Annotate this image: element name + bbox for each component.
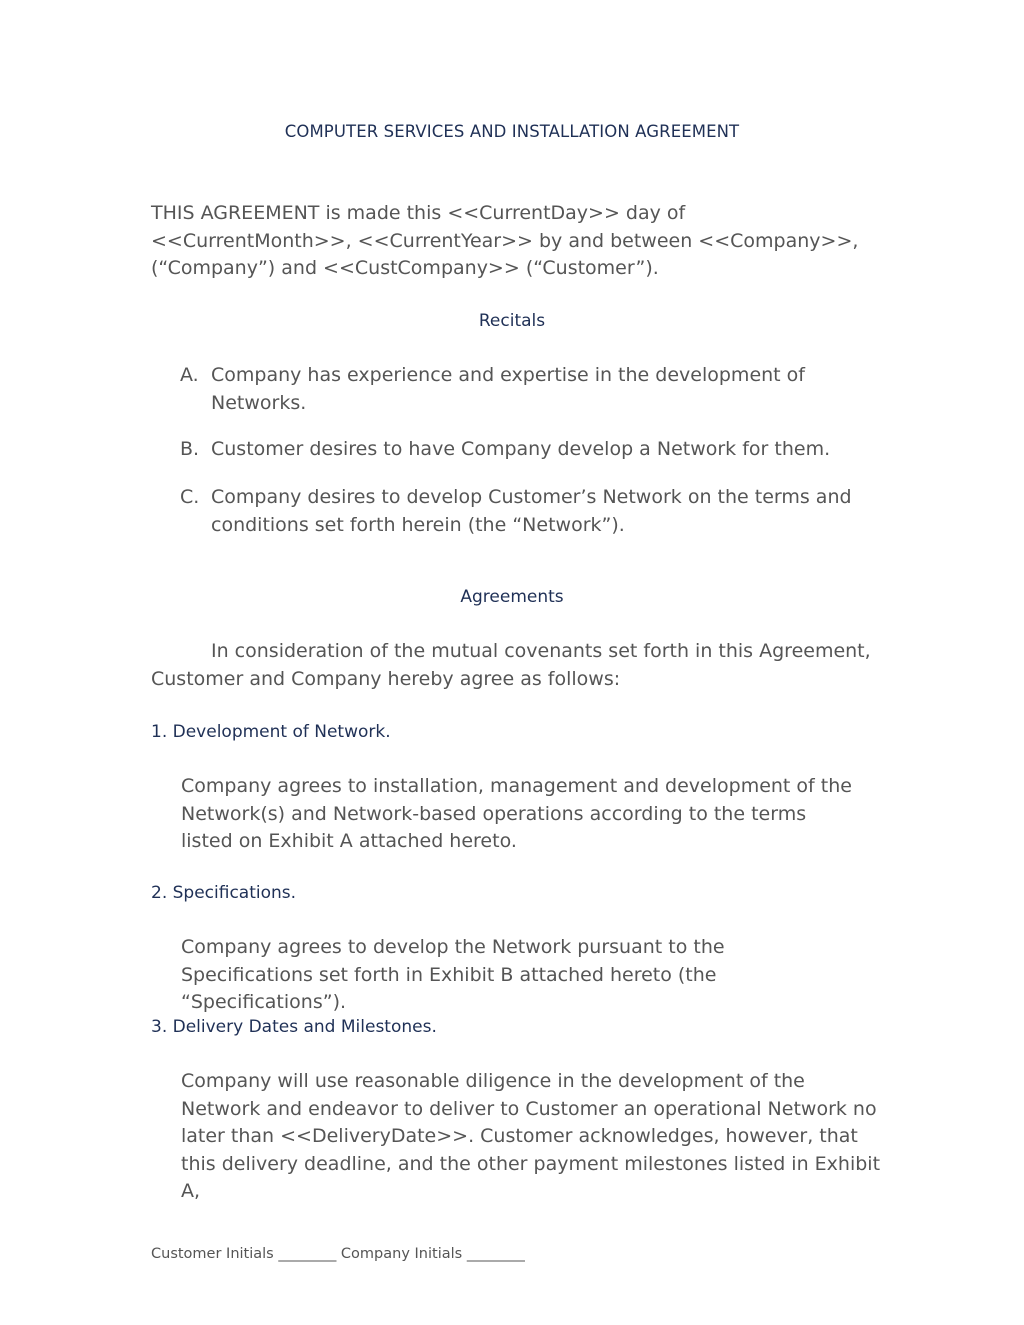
recital-text: Company has experience and expertise in the development of Networks. — [211, 364, 805, 414]
recital-letter: B. — [180, 438, 200, 460]
recitals-heading: Recitals — [478, 311, 546, 331]
recital-item — [180, 484, 880, 539]
section-body: Company will use reasonable diligence in the development of the Network and endeavor to deliver to Customer an operational Network no later than <<DeliveryDate>>. Customer acknowledges, however, that this delivery deadline, and the other payment milestones listed in Exhibit A, — [181, 1070, 881, 1202]
section-heading: 1. Development of Network. — [151, 722, 391, 742]
agreements-intro: In consideration of the mutual covenants set forth in this Agreement, Customer and Company hereby agree as follows: — [151, 640, 871, 690]
section-heading: 3. Delivery Dates and Milestones. — [151, 1017, 437, 1037]
document-title: COMPUTER SERVICES AND INSTALLATION AGREEMENT — [284, 122, 740, 141]
recital-item — [180, 436, 880, 464]
section-body: Company agrees to develop the Network pursuant to the Specifications set forth in Exhibit B attached hereto (the “Specifications”). — [181, 936, 725, 1013]
section-heading: 2. Specifications. — [151, 883, 297, 903]
section-body: Company agrees to installation, management and development of the Network(s) and Network-based operations according to the terms listed on Exhibit A attached hereto. — [181, 775, 852, 852]
recital-item — [180, 362, 880, 417]
intro-paragraph: THIS AGREEMENT is made this <<CurrentDay>> day of <<CurrentMonth>>, <<CurrentYear>> by and between <<Company>>, (“Company”) and <<CustCompany>> (“Customer”). — [151, 202, 859, 279]
initials-footer: Customer Initials ________ Company Initials ________ — [151, 1246, 525, 1262]
recital-text: Customer desires to have Company develop a Network for them. — [211, 438, 831, 460]
recital-text: Company desires to develop Customer’s Network on the terms and conditions set forth herein (the “Network”). — [211, 486, 852, 536]
recital-letter: C. — [180, 486, 200, 508]
agreements-heading: Agreements — [460, 587, 564, 607]
recital-letter: A. — [180, 364, 199, 386]
